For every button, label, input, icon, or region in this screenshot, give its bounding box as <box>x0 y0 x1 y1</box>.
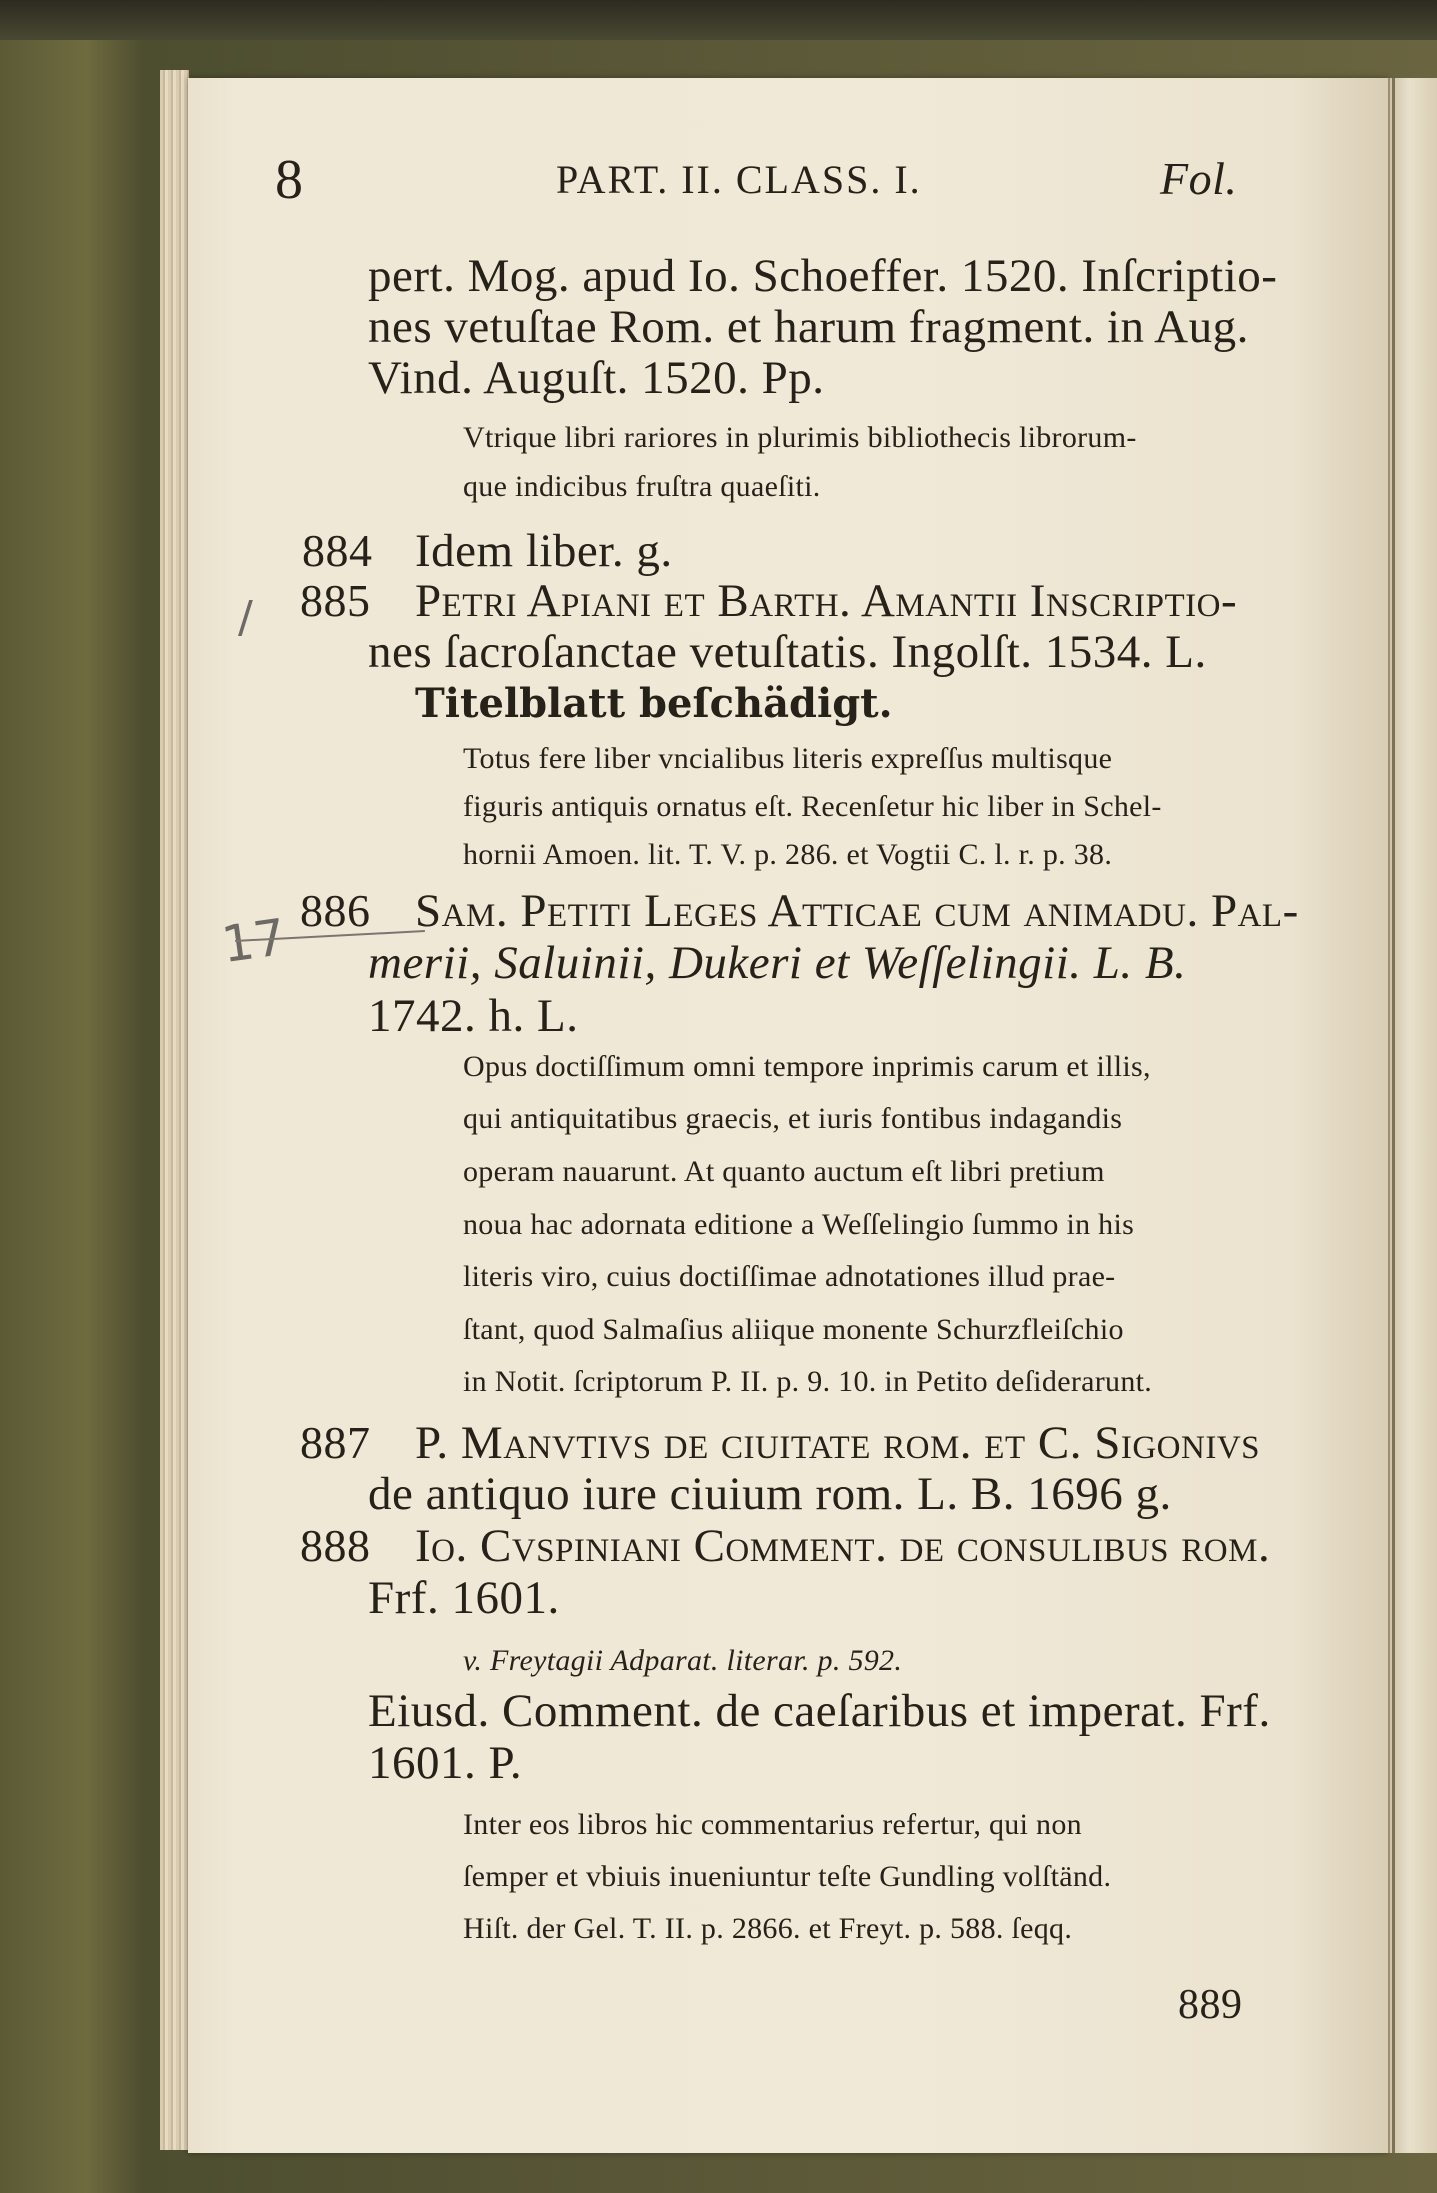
note-line: literis viro, cuius doctiſſimae adnotationes illud prae- <box>463 1260 1116 1293</box>
note-line: ſtant, quod Salmaſius aliique monente Schurzfleiſchio <box>463 1313 1124 1346</box>
entry-text: Petri Apiani et Barth. Amantii Inſcriptio- <box>415 575 1238 627</box>
note-line: figuris antiquis ornatus eſt. Recenſetur hic liber in Schel- <box>463 790 1162 823</box>
entry-text: Idem liber. g. <box>415 525 673 577</box>
note-line: Hiſt. der Gel. T. II. p. 2866. et Freyt. p. 588. ſeqq. <box>463 1912 1073 1945</box>
entry-text: Sam. Petiti Leges Atticae cum animadu. Pal- <box>415 885 1299 937</box>
note-line: v. Freytagii Adparat. literar. p. 592. <box>463 1644 903 1677</box>
note-line: Inter eos libros hic commentarius refertur, qui non <box>463 1808 1082 1841</box>
entry-text: Eiusd. Comment. de caeſaribus et imperat. Frf. <box>368 1685 1271 1737</box>
text-line: nes vetuſtae Rom. et harum fragment. in Aug. <box>368 301 1249 353</box>
page-edges <box>160 70 189 2150</box>
running-title: PART. II. CLASS. I. <box>556 157 922 202</box>
entry-text: 1601. P. <box>368 1737 523 1789</box>
note-line: noua hac adornata editione a Weſſelingio ſummo in his <box>463 1208 1135 1241</box>
pencil-mark: / <box>238 592 253 643</box>
entry-number: 886 <box>300 885 371 936</box>
entry-text: 1742. h. L. <box>368 990 579 1042</box>
facing-page-edge <box>1388 78 1437 2153</box>
note-line: Opus doctiſſimum omni tempore inprimis carum et illis, <box>463 1050 1151 1083</box>
entry-number: 887 <box>300 1417 371 1468</box>
text-line: pert. Mog. apud Io. Schoeffer. 1520. Inſcriptio- <box>368 250 1278 302</box>
note-line: que indicibus fruſtra quaeſiti. <box>463 470 821 503</box>
catchword: 889 <box>1178 1982 1243 2028</box>
entry-number: 888 <box>300 1520 371 1571</box>
note-line: in Notit. ſcriptorum P. II. p. 9. 10. in Petito deſiderarunt. <box>463 1365 1153 1398</box>
entry-text: P. Manvtivs de ciuitate rom. et C. Sigonivs <box>415 1417 1261 1469</box>
text-line: Vind. Auguſt. 1520. Pp. <box>368 352 825 404</box>
entry-number: 884 <box>302 525 373 576</box>
note-line: operam nauarunt. At quanto auctum eſt libri pretium <box>463 1155 1105 1188</box>
entry-text: nes ſacroſanctae vetuſtatis. Ingolſt. 1534. L. <box>368 626 1207 678</box>
entry-number: 885 <box>300 575 371 626</box>
gutter-shadow <box>1392 78 1395 2153</box>
note-line: qui antiquitatibus graecis, et iuris fontibus indagandis <box>463 1102 1123 1135</box>
format-label: Fol. <box>1160 153 1238 204</box>
handwritten-note: Titelblatt beſchädigt. <box>415 680 893 727</box>
entry-text: de antiquo iure ciuium rom. L. B. 1696 g. <box>368 1468 1172 1520</box>
entry-text: Io. Cvspiniani Comment. de conſulibus rom. <box>415 1520 1271 1572</box>
entry-text: merii, Saluinii, Dukeri et Weſſelingii. L. B. <box>368 937 1187 989</box>
note-line: Totus fere liber vncialibus literis expreſſus multisque <box>463 742 1113 775</box>
pencil-mark: 17 <box>218 907 290 975</box>
page-number: 8 <box>275 149 304 211</box>
note-line: hornii Amoen. lit. T. V. p. 286. et Vogtii C. l. r. p. 38. <box>463 838 1113 871</box>
note-line: ſemper et vbiuis inueniuntur teſte Gundling volſtänd. <box>463 1860 1112 1893</box>
entry-text: Frf. 1601. <box>368 1572 560 1624</box>
note-line: Vtrique libri rariores in plurimis bibliothecis librorum- <box>463 421 1137 454</box>
